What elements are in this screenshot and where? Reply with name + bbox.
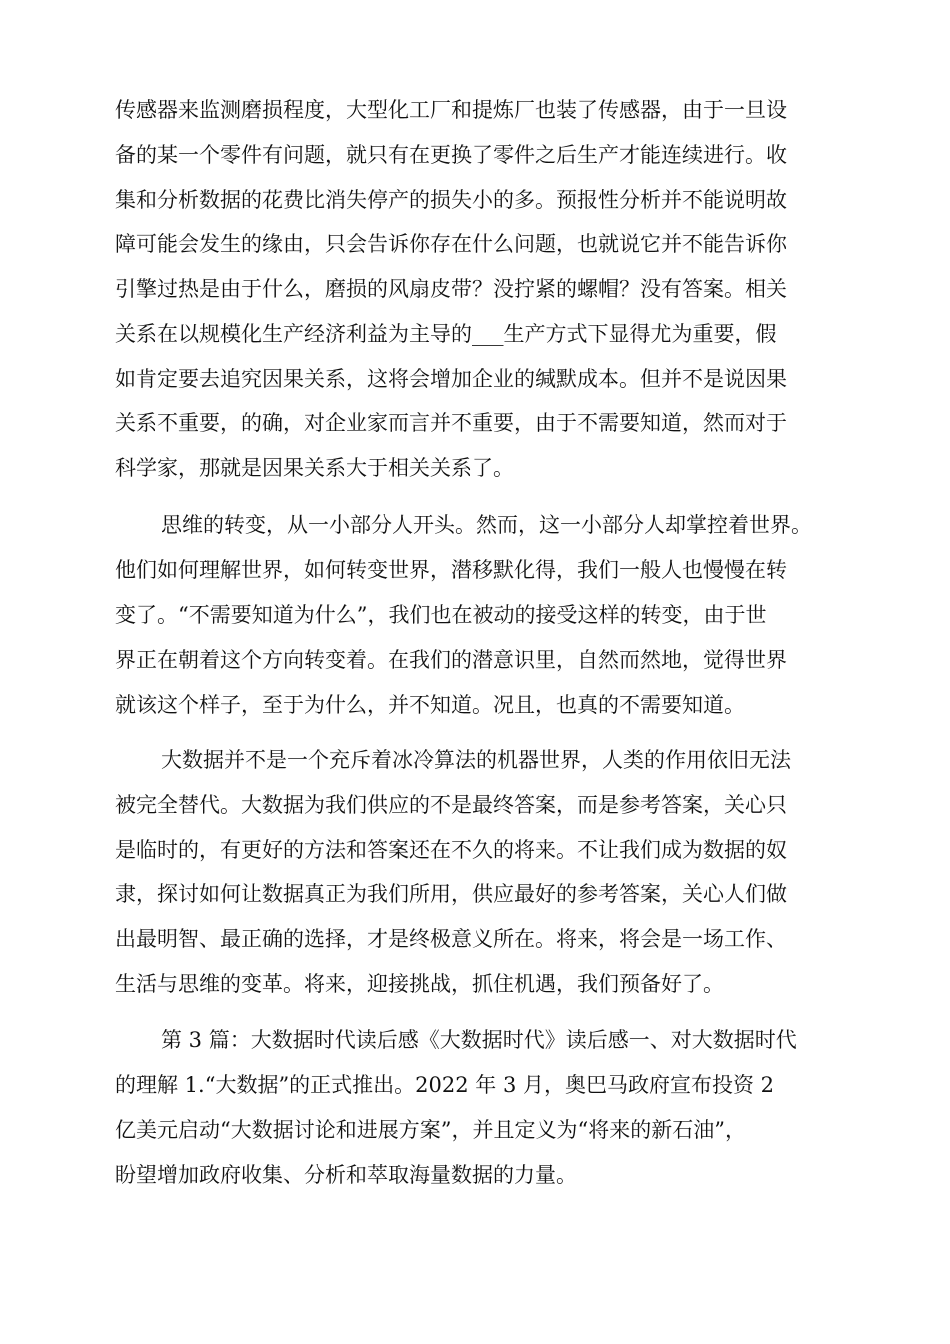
paragraph-1-line-4: 障可能会发生的缘由，只会告诉你存在什么问题，也就说它并不能告诉你: [115, 232, 787, 256]
paragraph-3-line-5: 出最明智、最正确的选择，才是终极意义所在。将来，将会是一场工作、: [115, 927, 787, 951]
paragraph-1-line-1: 传感器来监测磨损程度，大型化工厂和提炼厂也装了传感器，由于一旦设: [115, 98, 787, 122]
paragraph-1-line-7: 如肯定要去追究因果关系，这将会增加企业的缄默成本。但并不是说因果: [115, 367, 787, 391]
paragraph-1-line-8: 关系不重要，的确，对企业家而言并不重要，由于不需要知道，然而对于: [115, 411, 787, 435]
paragraph-4-line-3: 亿美元启动“大数据讨论和进展方案”，并且定义为“将来的新石油”，: [115, 1118, 746, 1142]
paragraph-2-line-3: 变了。“不需要知道为什么”，我们也在被动的接受这样的转变，由于世: [115, 603, 767, 627]
paragraph-3-line-3: 是临时的，有更好的方法和答案还在不久的将来。不让我们成为数据的奴: [115, 838, 787, 862]
paragraph-4-line-2: 的理解 1.“大数据”的正式推出。2022 年 3 月，奥巴马政府宣布投资 2: [115, 1073, 775, 1097]
paragraph-1-line-2: 备的某一个零件有问题，就只有在更换了零件之后生产才能连续进行。收: [115, 143, 787, 167]
paragraph-1-line-5: 引擎过热是由于什么，磨损的风扇皮带？没拧紧的螺帽？没有答案。相关: [115, 277, 787, 301]
paragraph-3-line-1: 大数据并不是一个充斥着冰冷算法的机器世界，人类的作用依旧无法: [161, 748, 791, 772]
paragraph-2-line-1: 思维的转变，从一小部分人开头。然而，这一小部分人却掌控着世界。: [161, 513, 812, 537]
paragraph-4-line-1: 第 3 篇：大数据时代读后感《大数据时代》读后感一、对大数据时代: [161, 1028, 797, 1052]
paragraph-3-line-4: 隶，探讨如何让数据真正为我们所用，供应最好的参考答案，关心人们做: [115, 882, 787, 906]
paragraph-1-line-6: 关系在以规模化生产经济利益为主导的___生产方式下显得尤为重要，假: [115, 322, 777, 346]
paragraph-4-line-4: 盼望增加政府收集、分析和萃取海量数据的力量。: [115, 1163, 577, 1187]
paragraph-2-line-2: 他们如何理解世界，如何转变世界，潜移默化得，我们一般人也慢慢在转: [115, 558, 787, 582]
paragraph-3-line-2: 被完全替代。大数据为我们供应的不是最终答案，而是参考答案，关心只: [115, 793, 787, 817]
paragraph-2-line-4: 界正在朝着这个方向转变着。在我们的潜意识里，自然而然地，觉得世界: [115, 648, 787, 672]
paragraph-3-line-6: 生活与思维的变革。将来，迎接挑战，抓住机遇，我们预备好了。: [115, 972, 724, 996]
paragraph-2-line-5: 就该这个样子，至于为什么，并不知道。况且，也真的不需要知道。: [115, 693, 745, 717]
paragraph-1-line-3: 集和分析数据的花费比消失停产的损失小的多。预报性分析并不能说明故: [115, 188, 787, 212]
paragraph-1-line-9: 科学家，那就是因果关系大于相关关系了。: [115, 456, 514, 480]
document-body: [115, 0, 835, 1344]
